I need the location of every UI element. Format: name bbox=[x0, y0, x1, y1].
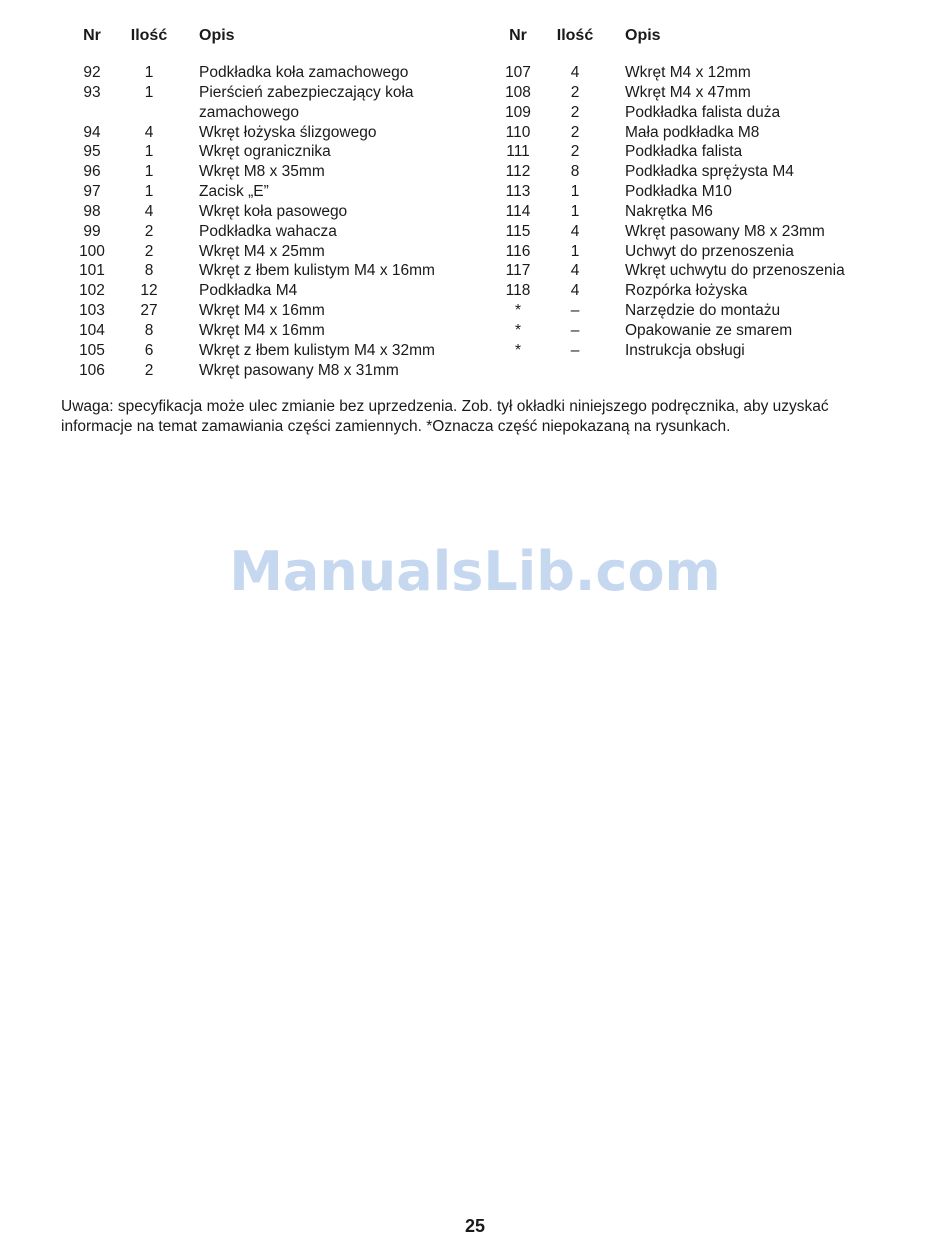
part-description: Instrukcja obsługi bbox=[625, 341, 745, 359]
table-row bbox=[496, 202, 885, 222]
part-quantity: 2 bbox=[144, 361, 154, 379]
part-description: Wkręt łożyska ślizgowego bbox=[199, 123, 377, 141]
part-description: Uchwyt do przenoszenia bbox=[625, 242, 794, 260]
part-quantity: 2 bbox=[144, 242, 154, 260]
table-row bbox=[70, 281, 469, 301]
part-description: Wkręt pasowany M8 x 31mm bbox=[199, 361, 399, 379]
part-description: Wkręt M4 x 12mm bbox=[625, 64, 751, 81]
part-description: Podkładka falista bbox=[625, 143, 743, 161]
part-number: 110 bbox=[505, 123, 531, 141]
table-row bbox=[70, 162, 469, 182]
table-row bbox=[496, 222, 885, 242]
part-description: Rozpórka łożyska bbox=[625, 282, 748, 300]
part-description: Podkładka koła zamachowego bbox=[199, 64, 409, 81]
parts-table-left-body bbox=[70, 63, 469, 381]
table-row bbox=[70, 242, 469, 262]
part-quantity: 12 bbox=[140, 282, 158, 300]
table-row bbox=[70, 361, 469, 381]
part-number: 109 bbox=[505, 103, 531, 121]
part-description: Wkręt M4 x 47mm bbox=[625, 83, 751, 101]
table-row bbox=[70, 83, 469, 103]
part-number: 95 bbox=[83, 143, 101, 161]
part-quantity: 4 bbox=[570, 64, 580, 81]
part-description: Wkręt z łbem kulistym M4 x 32mm bbox=[199, 341, 435, 359]
column-header-nr: Nr bbox=[509, 27, 527, 44]
table-row bbox=[70, 182, 469, 202]
part-quantity: 4 bbox=[570, 262, 580, 280]
column-header-qty: Ilość bbox=[556, 27, 594, 44]
part-number: 117 bbox=[505, 262, 531, 280]
part-quantity: 2 bbox=[570, 83, 580, 101]
table-row bbox=[70, 142, 469, 162]
part-number: 111 bbox=[506, 143, 530, 161]
watermark: ManualsLib.com bbox=[229, 540, 721, 603]
part-number: 112 bbox=[505, 163, 531, 181]
part-number: 113 bbox=[505, 183, 531, 201]
part-number: 114 bbox=[505, 202, 531, 220]
part-description: Zacisk „E” bbox=[199, 183, 269, 201]
part-number: * bbox=[514, 321, 522, 339]
part-quantity: 1 bbox=[144, 183, 154, 201]
part-quantity: 1 bbox=[144, 64, 154, 81]
part-quantity: 6 bbox=[144, 341, 154, 359]
part-quantity: 1 bbox=[144, 143, 154, 161]
parts-table-right-body bbox=[496, 63, 885, 361]
part-quantity: 4 bbox=[570, 222, 580, 240]
table-header-row bbox=[496, 27, 885, 63]
part-number: 116 bbox=[505, 242, 531, 260]
table-row bbox=[496, 281, 885, 301]
table-row bbox=[70, 341, 469, 361]
part-number: 98 bbox=[83, 202, 101, 220]
part-quantity: 2 bbox=[144, 222, 154, 240]
part-quantity: 27 bbox=[140, 302, 158, 320]
part-number: 104 bbox=[79, 321, 105, 339]
part-description: Wkręt M4 x 16mm bbox=[199, 321, 325, 339]
part-quantity: 2 bbox=[570, 103, 580, 121]
part-number: * bbox=[514, 341, 522, 359]
part-quantity: 1 bbox=[144, 163, 154, 181]
part-description: Narzędzie do montażu bbox=[625, 302, 781, 320]
table-row bbox=[496, 242, 885, 262]
part-description: Mała podkładka M8 bbox=[625, 123, 760, 141]
table-row bbox=[70, 63, 469, 83]
table-row bbox=[70, 123, 469, 143]
table-row bbox=[70, 301, 469, 321]
part-quantity: – bbox=[570, 302, 580, 320]
part-number: 97 bbox=[83, 183, 101, 201]
part-description: Wkręt M8 x 35mm bbox=[199, 163, 325, 181]
parts-table-left bbox=[70, 27, 469, 381]
part-quantity: 2 bbox=[570, 143, 580, 161]
part-quantity bbox=[114, 103, 184, 123]
table-row bbox=[496, 103, 885, 123]
part-description: Wkręt uchwytu do przenoszenia bbox=[625, 262, 845, 280]
part-number: 94 bbox=[83, 123, 101, 141]
column-header-desc: Opis bbox=[199, 27, 235, 44]
part-description: Podkładka M4 bbox=[199, 282, 298, 300]
table-row bbox=[70, 261, 469, 281]
part-number: 100 bbox=[79, 242, 105, 260]
part-description: Podkładka wahacza bbox=[199, 222, 337, 240]
part-description: Podkładka M10 bbox=[625, 183, 732, 201]
part-description: Nakrętka M6 bbox=[625, 202, 713, 220]
table-row bbox=[70, 222, 469, 242]
part-number: 108 bbox=[505, 83, 531, 101]
part-number: 107 bbox=[505, 64, 531, 81]
part-description: Podkładka sprężysta M4 bbox=[625, 163, 794, 181]
part-quantity: 4 bbox=[144, 202, 154, 220]
part-description: Podkładka falista duża bbox=[625, 103, 781, 121]
part-description: Wkręt z łbem kulistym M4 x 16mm bbox=[199, 262, 435, 280]
part-description: Wkręt koła pasowego bbox=[199, 202, 348, 220]
part-number bbox=[70, 103, 114, 123]
part-quantity: 8 bbox=[144, 321, 154, 339]
part-quantity: 1 bbox=[570, 202, 580, 220]
part-number: 92 bbox=[83, 64, 101, 81]
part-quantity: 4 bbox=[570, 282, 580, 300]
part-number: 106 bbox=[79, 361, 105, 379]
part-quantity: 8 bbox=[570, 163, 580, 181]
part-number: 93 bbox=[83, 83, 101, 101]
page-number: 25 bbox=[464, 1216, 486, 1236]
part-quantity: 4 bbox=[144, 123, 154, 141]
table-row bbox=[496, 142, 885, 162]
table-row bbox=[70, 321, 469, 341]
part-number: 118 bbox=[505, 282, 531, 300]
part-description: Wkręt M4 x 25mm bbox=[199, 242, 325, 260]
table-header-row bbox=[70, 27, 469, 63]
part-quantity: 8 bbox=[144, 262, 154, 280]
table-row bbox=[496, 83, 885, 103]
part-number: * bbox=[514, 302, 522, 320]
part-number: 96 bbox=[83, 163, 101, 181]
column-header-qty: Ilość bbox=[130, 27, 168, 44]
column-header-nr: Nr bbox=[83, 27, 101, 44]
table-row bbox=[496, 341, 885, 361]
table-row bbox=[496, 63, 885, 83]
parts-table-right bbox=[496, 27, 885, 361]
table-row bbox=[496, 301, 885, 321]
table-row bbox=[496, 261, 885, 281]
part-quantity: – bbox=[570, 341, 580, 359]
part-quantity: 1 bbox=[144, 83, 154, 101]
part-number: 103 bbox=[79, 302, 105, 320]
part-description: Pierścień zabezpieczający koła bbox=[199, 83, 414, 101]
part-description: Opakowanie ze smarem bbox=[625, 321, 793, 339]
part-number: 105 bbox=[79, 341, 105, 359]
part-description: Wkręt M4 x 16mm bbox=[199, 302, 325, 320]
part-number: 102 bbox=[79, 282, 105, 300]
part-quantity: 1 bbox=[570, 242, 580, 260]
part-number: 115 bbox=[505, 222, 531, 240]
part-description: Wkręt ogranicznika bbox=[199, 143, 331, 161]
part-quantity: – bbox=[570, 321, 580, 339]
part-number: 101 bbox=[79, 262, 105, 280]
table-row bbox=[496, 162, 885, 182]
table-row bbox=[496, 182, 885, 202]
part-quantity: 1 bbox=[570, 183, 580, 201]
part-number: 99 bbox=[83, 222, 101, 240]
part-description: Wkręt pasowany M8 x 23mm bbox=[625, 222, 825, 240]
table-row bbox=[70, 202, 469, 222]
table-row bbox=[70, 103, 469, 123]
column-header-desc: Opis bbox=[625, 27, 661, 44]
table-row bbox=[496, 123, 885, 143]
part-quantity: 2 bbox=[570, 123, 580, 141]
part-description: zamachowego bbox=[199, 103, 299, 121]
table-row bbox=[496, 321, 885, 341]
note-text: Uwaga: specyfikacja może ulec zmianie bez uprzedzenia. Zob. tył okładki niniejszego podręcznika, aby uzyskać informacje na temat zamawiania części zamiennych. *Oznacza część niepokazaną na rysunkach. bbox=[61, 398, 829, 435]
